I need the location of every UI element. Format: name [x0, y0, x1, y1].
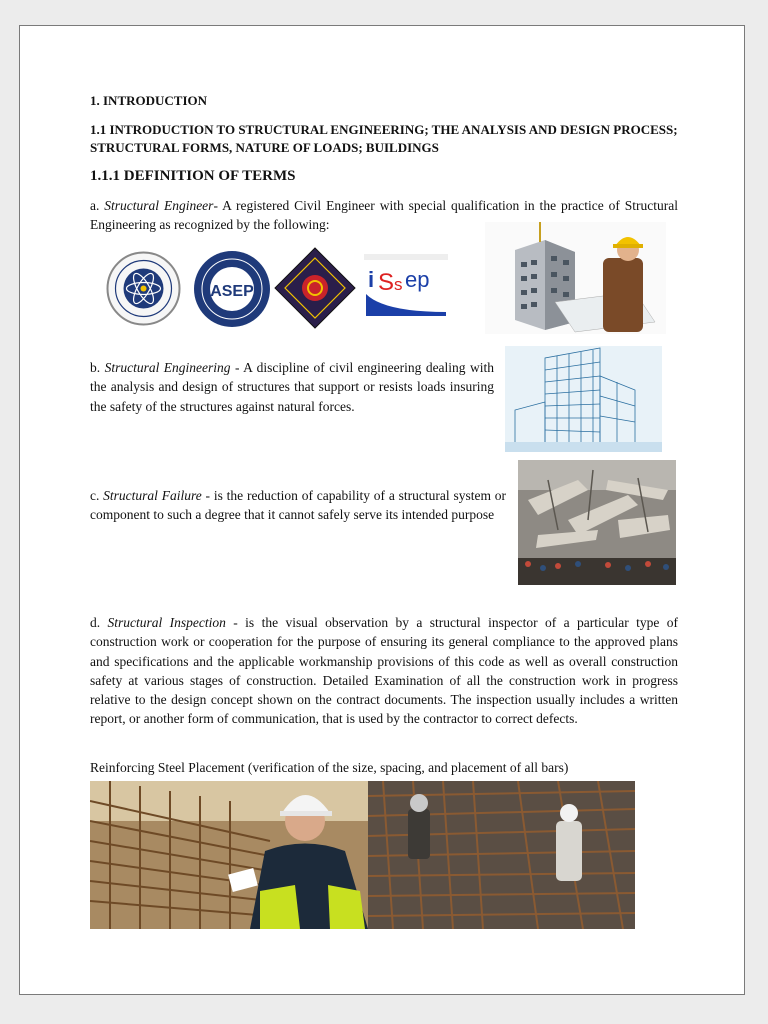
paragraph-structural-inspection: d. Structural Inspection - is the visual observation by a structural inspector of a particular type of construction work or cooperation for the purpose of ensuring its general compliance to the approved plans and specifications and the applicable workmanship provisions of this code as well as overall construction safety at various stages of construction. Detailed Examination of all the construction work in progress relative to the design concept shown on the contract documents. The inspection usually includes a written report, or another form of communication, that is used by the contractor to correct defects. [90, 615, 678, 727]
svg-text:ep: ep [405, 267, 430, 292]
svg-text:i: i [368, 267, 375, 292]
steel-frame-building-image [505, 346, 662, 452]
rebar-workers-image [368, 781, 635, 929]
prc-seal-logo [106, 251, 181, 326]
paragraph-structural-failure: c. Structural Failure - is the reduction of capability of a structural system or component to such a degree that it cannot safely serve its intended purpose [90, 488, 506, 523]
heading-section-1-1: 1.1 INTRODUCTION TO STRUCTURAL ENGINEERING; THE ANALYSIS AND DESIGN PROCESS; STRUCTURAL FORMS, NATURE OF LOADS; BUILDINGS [90, 122, 678, 155]
picE-logo [273, 246, 357, 330]
heading-introduction: 1. INTRODUCTION [90, 93, 208, 108]
paragraph-structural-engineer: a. Structural Engineer- A registered Civil Engineer with special qualification in the practice of Structural Engineering as recognized by the following: [90, 198, 678, 233]
document-page [19, 25, 745, 995]
asep-logo-text: ASEP [210, 283, 254, 300]
engineer-image [485, 222, 666, 334]
paragraph-structural-engineering: b. Structural Engineering - A discipline of civil engineering dealing with the analysis and design of structures that support or resists loads insuring the safety of the structures against natural forces. [90, 360, 494, 414]
heading-definition-of-terms: 1.1.1 DEFINITION OF TERMS [90, 168, 296, 184]
rebar-inspector-image [90, 781, 368, 929]
term-structural-failure: Structural Failure [103, 488, 202, 503]
ssep-logo [364, 254, 448, 320]
asep-logo [192, 249, 272, 329]
svg-text:S: S [378, 269, 395, 296]
term-structural-inspection: Structural Inspection [107, 615, 226, 630]
term-structural-engineering: Structural Engineering [104, 360, 231, 375]
collapsed-building-image [518, 460, 676, 585]
term-structural-engineer: Structural Engineer [104, 198, 214, 213]
caption-reinforcing-steel: Reinforcing Steel Placement (verification of the size, spacing, and placement of all bars) [90, 760, 569, 775]
svg-text:s: s [394, 275, 403, 294]
